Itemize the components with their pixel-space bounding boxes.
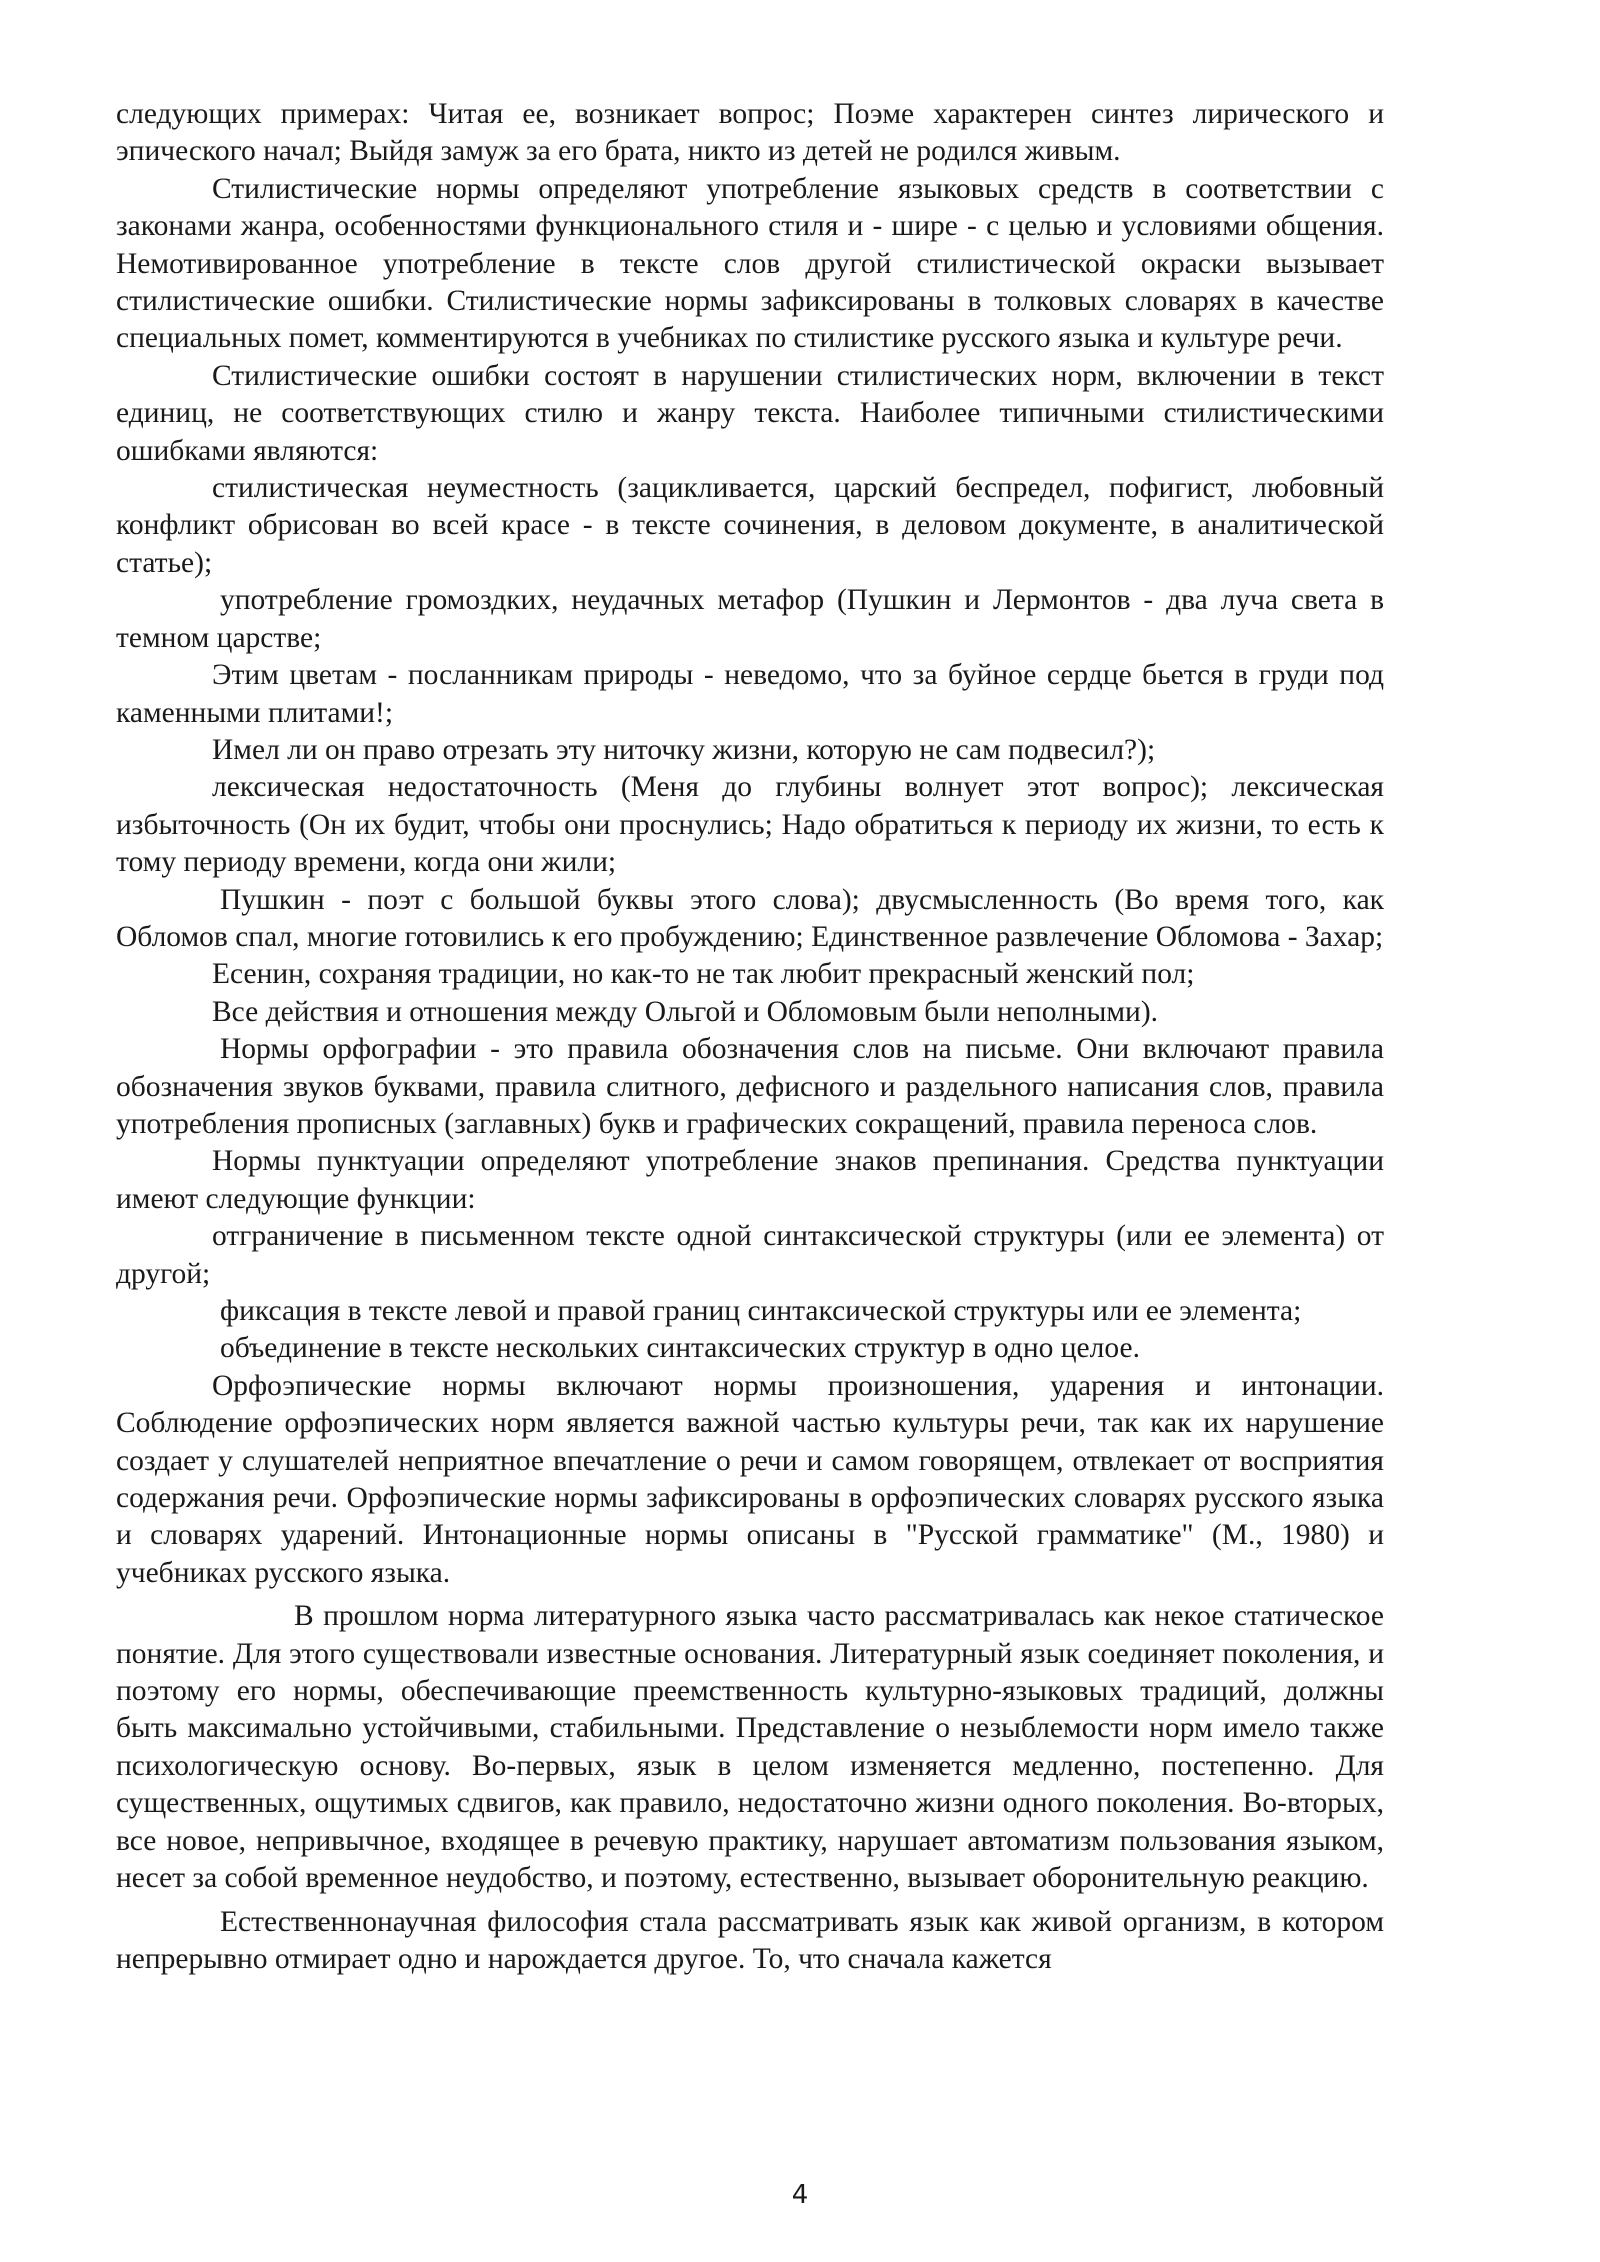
example-flowers: Этим цветам - посланникам природы - неведомо, что за буйное сердце бьется в груди под каменными плитами!; xyxy=(116,659,1384,729)
paragraph-natural-philosophy: Естественнонаучная философия стала рассматривать язык как живой организм, в котором непрерывно отмирает одно и нарождается другое. То, что сначала кажется xyxy=(116,1905,1384,1975)
paragraph-punctuation: Нормы пунктуации определяют употребление знаков препинания. Средства пунктуации имеют следующие функции: xyxy=(116,1145,1384,1215)
paragraph-norm-history: В прошлом норма литературного языка часто рассматривалась как некое статическое понятие. Для этого существовали известные основания. Литературный язык соединяет поколения, и поэтому его нормы, обеспечивающие преемственность культурно-языковых традиций, должны быть максимально устойчивыми, стабильными. Представление о незыблемости норм имело также психологическую основу. Во-первых, язык в целом изменяется медленно, постепенно. Для существенных, ощутимых сдвигов, как правило, недостаточно жизни одного поколения. Во-вторых, все новое, непривычное, входящее в речевую практику, нарушает автоматизм пользования языком, несет за собой временное неудобство, и поэтому, естественно, вызывает оборонительную реакцию. xyxy=(116,1600,1384,1895)
list-item-metaphors: употребление громоздких, неудачных метафор (Пушкин и Лермонтов - два луча света в темном царстве; xyxy=(116,584,1384,654)
example-esenin: Есенин, сохраняя традиции, но как-то не так любит прекрасный женский пол; xyxy=(212,958,1195,991)
list-item-ambiguity: Пушкин - поэт с большой буквы этого слова); двусмысленность (Во время того, как Обломов спал, многие готовились к его пробуждению; Единственное развлечение Обломова - Захар; xyxy=(116,883,1384,953)
page-number: 4 xyxy=(791,2180,809,2210)
list-item-inappropriateness: стилистическая неуместность (зацикливается, царский беспредел, пофигист, любовный конфликт обрисован во всей красе - в тексте сочинения, в деловом документе, в аналитической статье); xyxy=(116,472,1384,579)
document-body xyxy=(116,96,1384,1978)
paragraph-orthoepy: Орфоэпические нормы включают нормы произношения, ударения и интонации. Соблюдение орфоэпических норм является важной частью культуры речи, так как их нарушение создает у слушателей неприятное впечатление о речи и самом говорящем, отвлекает от восприятия содержания речи. Орфоэпические нормы зафиксированы в орфоэпических словарях русского языка и словарях ударений. Интонационные нормы описаны в "Русской грамматике" (М., 1980) и учебниках русского языка. xyxy=(116,1369,1384,1589)
list-item-delimitation: отграничение в письменном тексте одной синтаксической структуры (или ее элемента) от другой; xyxy=(116,1220,1384,1290)
list-item-lexical: лексическая недостаточность (Меня до глубины волнует этот вопрос); лексическая избыточность (Он их будит, чтобы они проснулись; Надо обратиться к периоду их жизни, то есть к тому периоду времени, когда они жили; xyxy=(116,771,1384,879)
paragraph-orthography: Нормы орфографии - это правила обозначения слов на письме. Они включают правила обозначения звуков буквами, правила слитного, дефисного и раздельного написания слов, правила употребления прописных (заглавных) букв и графических сокращений, правила переноса слов. xyxy=(116,1033,1384,1140)
paragraph-stylistic-errors: Стилистические ошибки состоят в нарушении стилистических норм, включении в текст единиц, не соответствующих стилю и жанру текста. Наиболее типичными стилистическими ошибками являются: xyxy=(116,359,1384,467)
paragraph-1: следующих примерах: Читая ее, возникает вопрос; Поэме характерен синтез лирического и эпического начал; Выйдя замуж за его брата, никто из детей не родился живым. xyxy=(116,98,1384,168)
list-item-fixation: фиксация в тексте левой и правой границ синтаксической структуры или ее элемента; xyxy=(220,1295,1302,1327)
list-item-union: объединение в тексте нескольких синтаксических структур в одно целое. xyxy=(220,1332,1140,1365)
example-oblomov: Все действия и отношения между Ольгой и Обломовым были неполными). xyxy=(212,995,1159,1028)
paragraph-stylistic-norms: Стилистические нормы определяют употребление языковых средств в соответствии с законами жанра, особенностями функционального стиля и - шире - с целью и условиями общения. Немотивированное употребление в тексте слов другой стилистической окраски вызывает стилистические ошибки. Стилистические нормы зафиксированы в толковых словарях в качестве специальных помет, комментируются в учебниках по стилистике русского языка и культуре речи. xyxy=(116,172,1384,355)
example-thread-of-life: Имел ли он право отрезать эту ниточку жизни, которую не сам подвесил?); xyxy=(212,733,1156,766)
